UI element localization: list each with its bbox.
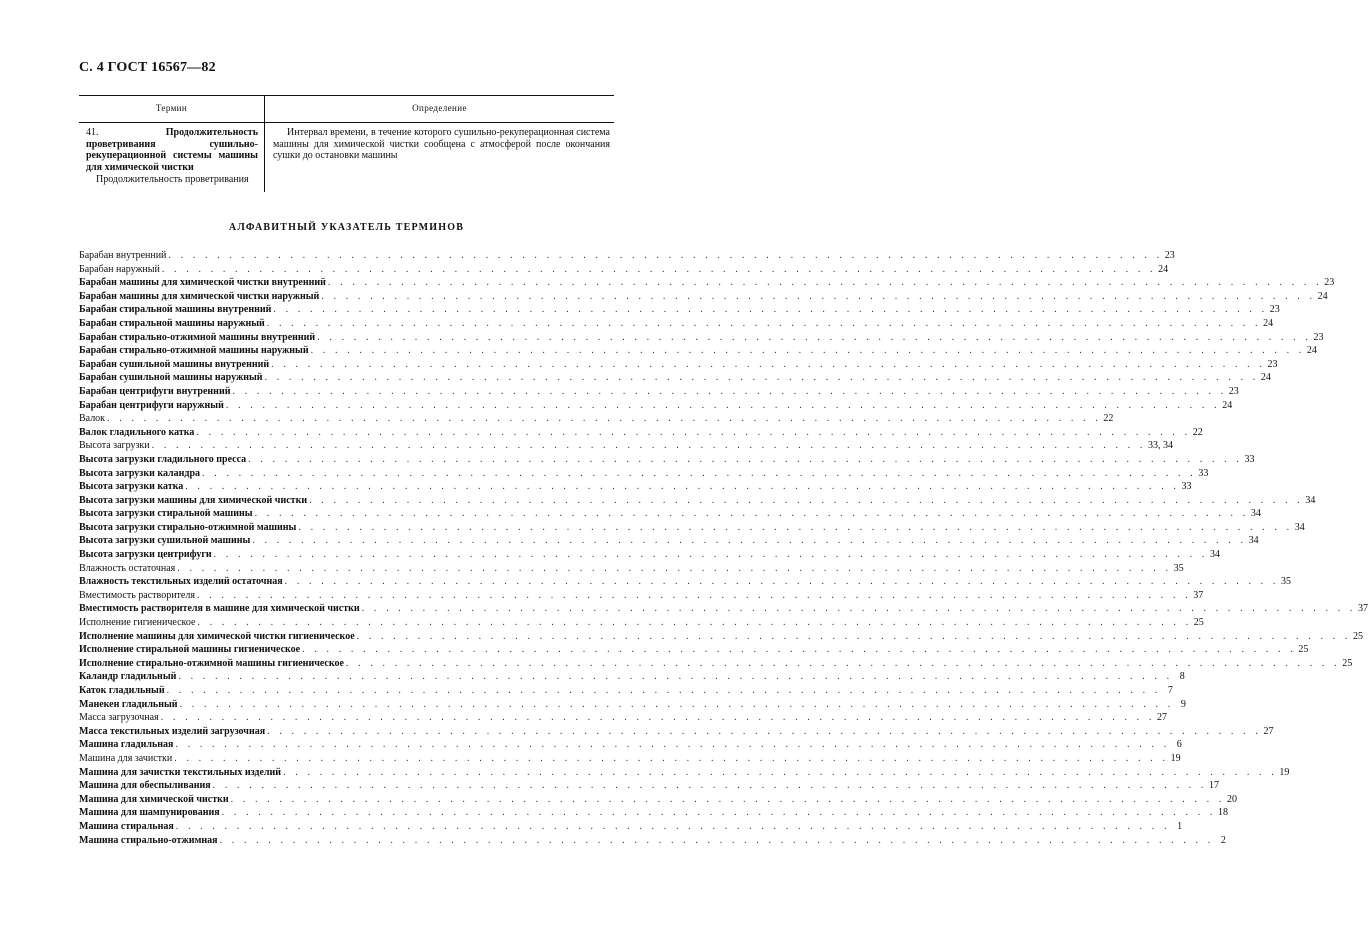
index-term: Барабан центрифуги наружный [79,399,224,411]
index-term: Валок гладильного катка [79,426,195,438]
dot-leader: . . . . . . . . . . . . . . . . . . . . . . . . . . . . . . . . . . . . . . . . . . . . . . . . . . . . . . . . . . . . . . . . . . . . . . . . . . . . . . . . . . [202,467,1197,479]
index-page-number: 35 [1173,562,1184,574]
index-term: Барабан машины для химической чистки наружный [79,290,320,302]
index-term: Машина для обеспыливания [79,780,211,792]
list-item [79,711,1167,725]
index-term: Барабан наружный [79,263,160,275]
dot-leader: . . . . . . . . . . . . . . . . . . . . . . . . . . . . . . . . . . . . . . . . . . . . . . . . . . . . . . . . . . . . . . . . . . . . . . . . . . . . . . . . . . [248,453,1243,465]
index-page-number: 24 [1306,345,1317,357]
list-item [79,725,1274,739]
definition-text: Интервал времени, в течение которого сушильно-рекуперационная система машины для химической чистки сообщена с атмосферой после окончания сушки до остановки машины [273,127,610,161]
index-term: Высота загрузки гладильного пресса [79,453,247,465]
list-item [79,766,1290,780]
index-term: Высота загрузки машины для химической чистки [79,494,308,506]
dot-leader: . . . . . . . . . . . . . . . . . . . . . . . . . . . . . . . . . . . . . . . . . . . . . . . . . . . . . . . . . . . . . . . . . . . . . . . . . . . . . . . . . . [213,549,1208,561]
list-item [79,399,1233,413]
list-item [79,643,1309,657]
index-term: Машина стирально-отжимная [79,834,218,846]
page-header: С. 4 ГОСТ 16567—82 [79,60,216,75]
list-item [79,276,1335,290]
index-term: Машина для зачистки текстильных изделий [79,766,282,778]
list-item [79,263,1169,277]
list-item [79,820,1183,834]
term-number: 41. [86,127,99,138]
dot-leader: . . . . . . . . . . . . . . . . . . . . . . . . . . . . . . . . . . . . . . . . . . . . . . . . . . . . . . . . . . . . . . . . . . . . . . . . . . . . . . . . . . [221,807,1216,819]
dot-leader: . . . . . . . . . . . . . . . . . . . . . . . . . . . . . . . . . . . . . . . . . . . . . . . . . . . . . . . . . . . . . . . . . . . . . . . . . . . . . . . . . . [219,834,1214,846]
index-term: Манекен гладильный [79,698,178,710]
term-entry [86,127,258,173]
index-page-number: 23 [1267,358,1278,370]
dot-leader: . . . . . . . . . . . . . . . . . . . . . . . . . . . . . . . . . . . . . . . . . . . . . . . . . . . . . . . . . . . . . . . . . . . . . . . . . . . . . . . . . . [168,250,1163,261]
dot-leader: . . . . . . . . . . . . . . . . . . . . . . . . . . . . . . . . . . . . . . . . . . . . . . . . . . . . . . . . . . . . . . . . . . . . . . . . . . . . . . . . . . [327,277,1323,289]
table-row [79,123,614,192]
dot-leader: . . . . . . . . . . . . . . . . . . . . . . . . . . . . . . . . . . . . . . . . . . . . . . . . . . . . . . . . . . . . . . . . . . . . . . . . . . . . . . . . . . [107,413,1102,425]
dot-leader: . . . . . . . . . . . . . . . . . . . . . . . . . . . . . . . . . . . . . . . . . . . . . . . . . . . . . . . . . . . . . . . . . . . . . . . . . . . . . . . . . . [178,671,1173,683]
index-page-number: 34 [1250,508,1261,520]
list-item [79,507,1261,521]
list-item [79,426,1203,440]
list-item [79,630,1363,644]
term-table [79,95,614,192]
dot-leader: . . . . . . . . . . . . . . . . . . . . . . . . . . . . . . . . . . . . . . . . . . . . . . . . . . . . . . . . . . . . . . . . . . . . . . . . . . . . . . . . . . [309,494,1304,506]
dot-leader: . . . . . . . . . . . . . . . . . . . . . . . . . . . . . . . . . . . . . . . . . . . . . . . . . . . . . . . . . . . . . . . . . . . . . . . . . . . . . . . . . . [197,617,1192,629]
index-term: Высота загрузки сушильной машины [79,535,251,547]
index-term: Высота загрузки центрифуги [79,549,212,561]
index-page-number: 1 [1177,820,1183,832]
index-page-number: 19 [1279,766,1290,778]
index-term: Барабан машины для химической чистки внутренний [79,277,326,289]
index-term: Барабан сушильной машины наружный [79,372,263,384]
list-item [79,616,1204,630]
dot-leader: . . . . . . . . . . . . . . . . . . . . . . . . . . . . . . . . . . . . . . . . . . . . . . . . . . . . . . . . . . . . . . . . . . . . . . . . . . . . . . . . . . [175,739,1170,751]
list-item [79,317,1274,331]
list-item [79,412,1114,426]
index-term: Машина для шампунирования [79,807,220,819]
dot-leader: . . . . . . . . . . . . . . . . . . . . . . . . . . . . . . . . . . . . . . . . . . . . . . . . . . . . . . . . . . . . . . . . . . . . . . . . . . . . . . . . . . [232,385,1227,397]
index-page-number: 33, 34 [1147,440,1173,452]
index-page-number: 23 [1313,331,1324,343]
dot-leader: . . . . . . . . . . . . . . . . . . . . . . . . . . . . . . . . . . . . . . . . . . . . . . . . . . . . . . . . . . . . . . . . . . . . . . . . . . . . . . . . . . [196,589,1192,601]
index-term: Исполнение гигиеническое [79,617,196,629]
dot-leader: . . . . . . . . . . . . . . . . . . . . . . . . . . . . . . . . . . . . . . . . . . . . . . . . . . . . . . . . . . . . . . . . . . . . . . . . . . . . . . . . . . [225,399,1221,411]
dot-leader: . . . . . . . . . . . . . . . . . . . . . . . . . . . . . . . . . . . . . . . . . . . . . . . . . . . . . . . . . . . . . . . . . . . . . . . . . . . . . . . . . . [356,630,1351,642]
index-term: Валок [79,413,106,425]
list-item [79,453,1255,467]
list-item [79,657,1353,671]
dot-leader: . . . . . . . . . . . . . . . . . . . . . . . . . . . . . . . . . . . . . . . . . . . . . . . . . . . . . . . . . . . . . . . . . . . . . . . . . . . . . . . . . . [175,820,1171,832]
index-page-number: 2 [1220,834,1226,846]
list-item [79,521,1305,535]
index-page-number: 23 [1324,277,1335,289]
dot-leader: . . . . . . . . . . . . . . . . . . . . . . . . . . . . . . . . . . . . . . . . . . . . . . . . . . . . . . . . . . . . . . . . . . . . . . . . . . . . . . . . . . [310,345,1305,357]
dot-leader: . . . . . . . . . . . . . . . . . . . . . . . . . . . . . . . . . . . . . . . . . . . . . . . . . . . . . . . . . . . . . . . . . . . . . . . . . . . . . . . . . . [254,508,1249,520]
dot-leader: . . . . . . . . . . . . . . . . . . . . . . . . . . . . . . . . . . . . . . . . . . . . . . . . . . . . . . . . . . . . . . . . . . . . . . . . . . . . . . . . . . [264,372,1259,384]
index-page-number: 24 [1263,317,1274,329]
list-item [79,806,1228,820]
index-term: Вместимость растворителя [79,589,195,601]
index-term: Высота загрузки [79,440,150,452]
index-page-number: 37 [1193,589,1204,601]
index-term: Вместимость растворителя в машине для химической чистки [79,603,360,615]
dot-leader: . . . . . . . . . . . . . . . . . . . . . . . . . . . . . . . . . . . . . . . . . . . . . . . . . . . . . . . . . . . . . . . . . . . . . . . . . . . . . . . . . . [177,562,1172,574]
dot-leader: . . . . . . . . . . . . . . . . . . . . . . . . . . . . . . . . . . . . . . . . . . . . . . . . . . . . . . . . . . . . . . . . . . . . . . . . . . . . . . . . . . [267,725,1262,737]
index-page-number: 22 [1192,426,1203,438]
dot-leader: . . . . . . . . . . . . . . . . . . . . . . . . . . . . . . . . . . . . . . . . . . . . . . . . . . . . . . . . . . . . . . . . . . . . . . . . . . . . . . . . . . [252,535,1247,547]
list-item [79,589,1204,603]
index-term: Высота загрузки стиральной машины [79,508,253,520]
index-page-number: 24 [1158,263,1169,275]
index-page-number: 18 [1217,807,1228,819]
list-item [79,358,1278,372]
index-term: Исполнение стиральной машины гигиеническое [79,644,301,656]
dot-leader: . . . . . . . . . . . . . . . . . . . . . . . . . . . . . . . . . . . . . . . . . . . . . . . . . . . . . . . . . . . . . . . . . . . . . . . . . . . . . . . . . . [283,766,1278,778]
index-term: Машина для зачистки [79,752,173,764]
list-item [79,670,1185,684]
index-page-number: 24 [1317,290,1328,302]
list-item [79,548,1220,562]
index-page-number: 34 [1209,549,1220,561]
index-page-number: 23 [1228,385,1239,397]
index-page-number: 22 [1103,413,1114,425]
dot-leader: . . . . . . . . . . . . . . . . . . . . . . . . . . . . . . . . . . . . . . . . . . . . . . . . . . . . . . . . . . . . . . . . . . . . . . . . . . . . . . . . . . [160,712,1155,724]
dot-leader: . . . . . . . . . . . . . . . . . . . . . . . . . . . . . . . . . . . . . . . . . . . . . . . . . . . . . . . . . . . . . . . . . . . . . . . . . . . . . . . . . . [161,263,1157,275]
dot-leader: . . . . . . . . . . . . . . . . . . . . . . . . . . . . . . . . . . . . . . . . . . . . . . . . . . . . . . . . . . . . . . . . . . . . . . . . . . . . . . . . . . [174,752,1169,764]
list-item [79,534,1259,548]
index-term: Барабан внутренний [79,250,167,261]
term-cell [79,123,265,192]
dot-leader: . . . . . . . . . . . . . . . . . . . . . . . . . . . . . . . . . . . . . . . . . . . . . . . . . . . . . . . . . . . . . . . . . . . . . . . . . . . . . . . . . . [185,481,1180,493]
list-item [79,738,1182,752]
dot-leader: . . . . . . . . . . . . . . . . . . . . . . . . . . . . . . . . . . . . . . . . . . . . . . . . . . . . . . . . . . . . . . . . . . . . . . . . . . . . . . . . . . [298,521,1293,533]
list-item [79,331,1324,345]
list-item [79,684,1173,698]
index-term: Высота загрузки катка [79,481,184,493]
list-item [79,494,1316,508]
column-header-definition: Определение [265,96,615,123]
list-item [79,698,1186,712]
index-page-number: 34 [1305,494,1316,506]
index-page-number: 8 [1179,671,1185,683]
index-list [79,249,1368,847]
dot-leader: . . . . . . . . . . . . . . . . . . . . . . . . . . . . . . . . . . . . . . . . . . . . . . . . . . . . . . . . . . . . . . . . . . . . . . . . . . . . . . . . . . [284,576,1279,588]
index-title: АЛФАВИТНЫЙ УКАЗАТЕЛЬ ТЕРМИНОВ [228,222,465,233]
index-page-number: 24 [1260,372,1271,384]
definition-cell [265,123,615,192]
index-term: Высота загрузки стирально-отжимной машины [79,521,297,533]
index-term: Барабан стиральной машины внутренний [79,304,272,316]
list-item [79,562,1184,576]
index-page-number: 34 [1294,521,1305,533]
index-page-number: 25 [1342,657,1353,669]
index-term: Каландр гладильный [79,671,177,683]
list-item [79,249,1175,263]
index-page-number: 6 [1176,739,1182,751]
index-page-number: 9 [1180,698,1186,710]
index-page-number: 20 [1226,793,1237,805]
index-term: Высота загрузки каландра [79,467,201,479]
list-item [79,575,1291,589]
index-page-number: 33 [1198,467,1209,479]
index-term: Машина стиральная [79,820,174,832]
list-item [79,752,1181,766]
index-page-number: 23 [1269,304,1280,316]
dot-leader: . . . . . . . . . . . . . . . . . . . . . . . . . . . . . . . . . . . . . . . . . . . . . . . . . . . . . . . . . . . . . . . . . . . . . . . . . . . . . . . . . . [266,317,1262,329]
dot-leader: . . . . . . . . . . . . . . . . . . . . . . . . . . . . . . . . . . . . . . . . . . . . . . . . . . . . . . . . . . . . . . . . . . . . . . . . . . . . . . . . . . [230,793,1225,805]
index-term: Барабан стирально-отжимной машины наружный [79,345,309,357]
index-page-number: 25 [1352,630,1363,642]
list-item [79,779,1219,793]
list-item [79,439,1173,453]
index-page-number: 27 [1263,725,1274,737]
dot-leader: . . . . . . . . . . . . . . . . . . . . . . . . . . . . . . . . . . . . . . . . . . . . . . . . . . . . . . . . . . . . . . . . . . . . . . . . . . . . . . . . . . [273,304,1268,316]
dot-leader: . . . . . . . . . . . . . . . . . . . . . . . . . . . . . . . . . . . . . . . . . . . . . . . . . . . . . . . . . . . . . . . . . . . . . . . . . . . . . . . . . . [166,685,1161,696]
index-term: Исполнение машины для химической чистки гигиеническое [79,630,355,642]
table-header-row [79,96,614,123]
index-page-number: 24 [1222,399,1233,411]
dot-leader: . . . . . . . . . . . . . . . . . . . . . . . . . . . . . . . . . . . . . . . . . . . . . . . . . . . . . . . . . . . . . . . . . . . . . . . . . . . . . . . . . . [345,657,1341,669]
term-text: Продолжительность проветривания сушильно-рекуперационной системы машины для химической чистки [86,127,258,173]
dot-leader: . . . . . . . . . . . . . . . . . . . . . . . . . . . . . . . . . . . . . . . . . . . . . . . . . . . . . . . . . . . . . . . . . . . . . . . . . . . . . . . . . . [317,331,1312,343]
term-synonym: Продолжительность проветривания [96,174,249,185]
list-item [79,385,1239,399]
index-page-number: 19 [1170,752,1181,764]
index-term: Машина гладильная [79,739,174,751]
index-term: Барабан центрифуги внутренний [79,385,231,397]
index-page-number: 34 [1248,535,1259,547]
index-page-number: 23 [1164,250,1175,261]
dot-leader: . . . . . . . . . . . . . . . . . . . . . . . . . . . . . . . . . . . . . . . . . . . . . . . . . . . . . . . . . . . . . . . . . . . . . . . . . . . . . . . . . . [151,440,1146,452]
index-page-number: 33 [1181,481,1192,493]
dot-leader: . . . . . . . . . . . . . . . . . . . . . . . . . . . . . . . . . . . . . . . . . . . . . . . . . . . . . . . . . . . . . . . . . . . . . . . . . . . . . . . . . . [271,358,1266,370]
index-term: Каток гладильный [79,685,165,696]
list-item [79,834,1226,848]
index-term: Барабан стиральной машины наружный [79,317,265,329]
index-term: Барабан сушильной машины внутренний [79,358,270,370]
index-term: Машина для химической чистки [79,793,229,805]
dot-leader: . . . . . . . . . . . . . . . . . . . . . . . . . . . . . . . . . . . . . . . . . . . . . . . . . . . . . . . . . . . . . . . . . . . . . . . . . . . . . . . . . . [196,426,1191,438]
dot-leader: . . . . . . . . . . . . . . . . . . . . . . . . . . . . . . . . . . . . . . . . . . . . . . . . . . . . . . . . . . . . . . . . . . . . . . . . . . . . . . . . . . [212,780,1207,792]
list-item [79,303,1280,317]
index-term: Исполнение стирально-отжимной машины гигиеническое [79,657,344,669]
list-item [79,480,1192,494]
list-item [79,290,1328,304]
index-term: Влажность остаточная [79,562,176,574]
index-page-number: 37 [1358,603,1368,615]
index-page-number: 27 [1157,712,1167,724]
index-page-number: 33 [1244,453,1255,465]
index-page-number: 17 [1208,780,1219,792]
index-term: Масса текстильных изделий загрузочная [79,725,266,737]
dot-leader: . . . . . . . . . . . . . . . . . . . . . . . . . . . . . . . . . . . . . . . . . . . . . . . . . . . . . . . . . . . . . . . . . . . . . . . . . . . . . . . . . . [179,698,1174,710]
list-item [79,602,1368,616]
dot-leader: . . . . . . . . . . . . . . . . . . . . . . . . . . . . . . . . . . . . . . . . . . . . . . . . . . . . . . . . . . . . . . . . . . . . . . . . . . . . . . . . . . [321,290,1316,302]
index-page-number: 25 [1193,617,1204,629]
column-header-term: Термин [79,96,265,123]
list-item [79,371,1271,385]
index-page-number: 7 [1167,685,1173,696]
list-item [79,793,1237,807]
index-term: Барабан стирально-отжимной машины внутренний [79,331,316,343]
list-item [79,467,1209,481]
index-page-number: 25 [1298,644,1309,656]
index-page-number: 35 [1280,576,1291,588]
dot-leader: . . . . . . . . . . . . . . . . . . . . . . . . . . . . . . . . . . . . . . . . . . . . . . . . . . . . . . . . . . . . . . . . . . . . . . . . . . . . . . . . . . [302,644,1297,656]
list-item [79,344,1317,358]
index-term: Влажность текстильных изделий остаточная [79,576,283,588]
dot-leader: . . . . . . . . . . . . . . . . . . . . . . . . . . . . . . . . . . . . . . . . . . . . . . . . . . . . . . . . . . . . . . . . . . . . . . . . . . . . . . . . . . [361,603,1356,615]
index-term: Масса загрузочная [79,712,159,724]
